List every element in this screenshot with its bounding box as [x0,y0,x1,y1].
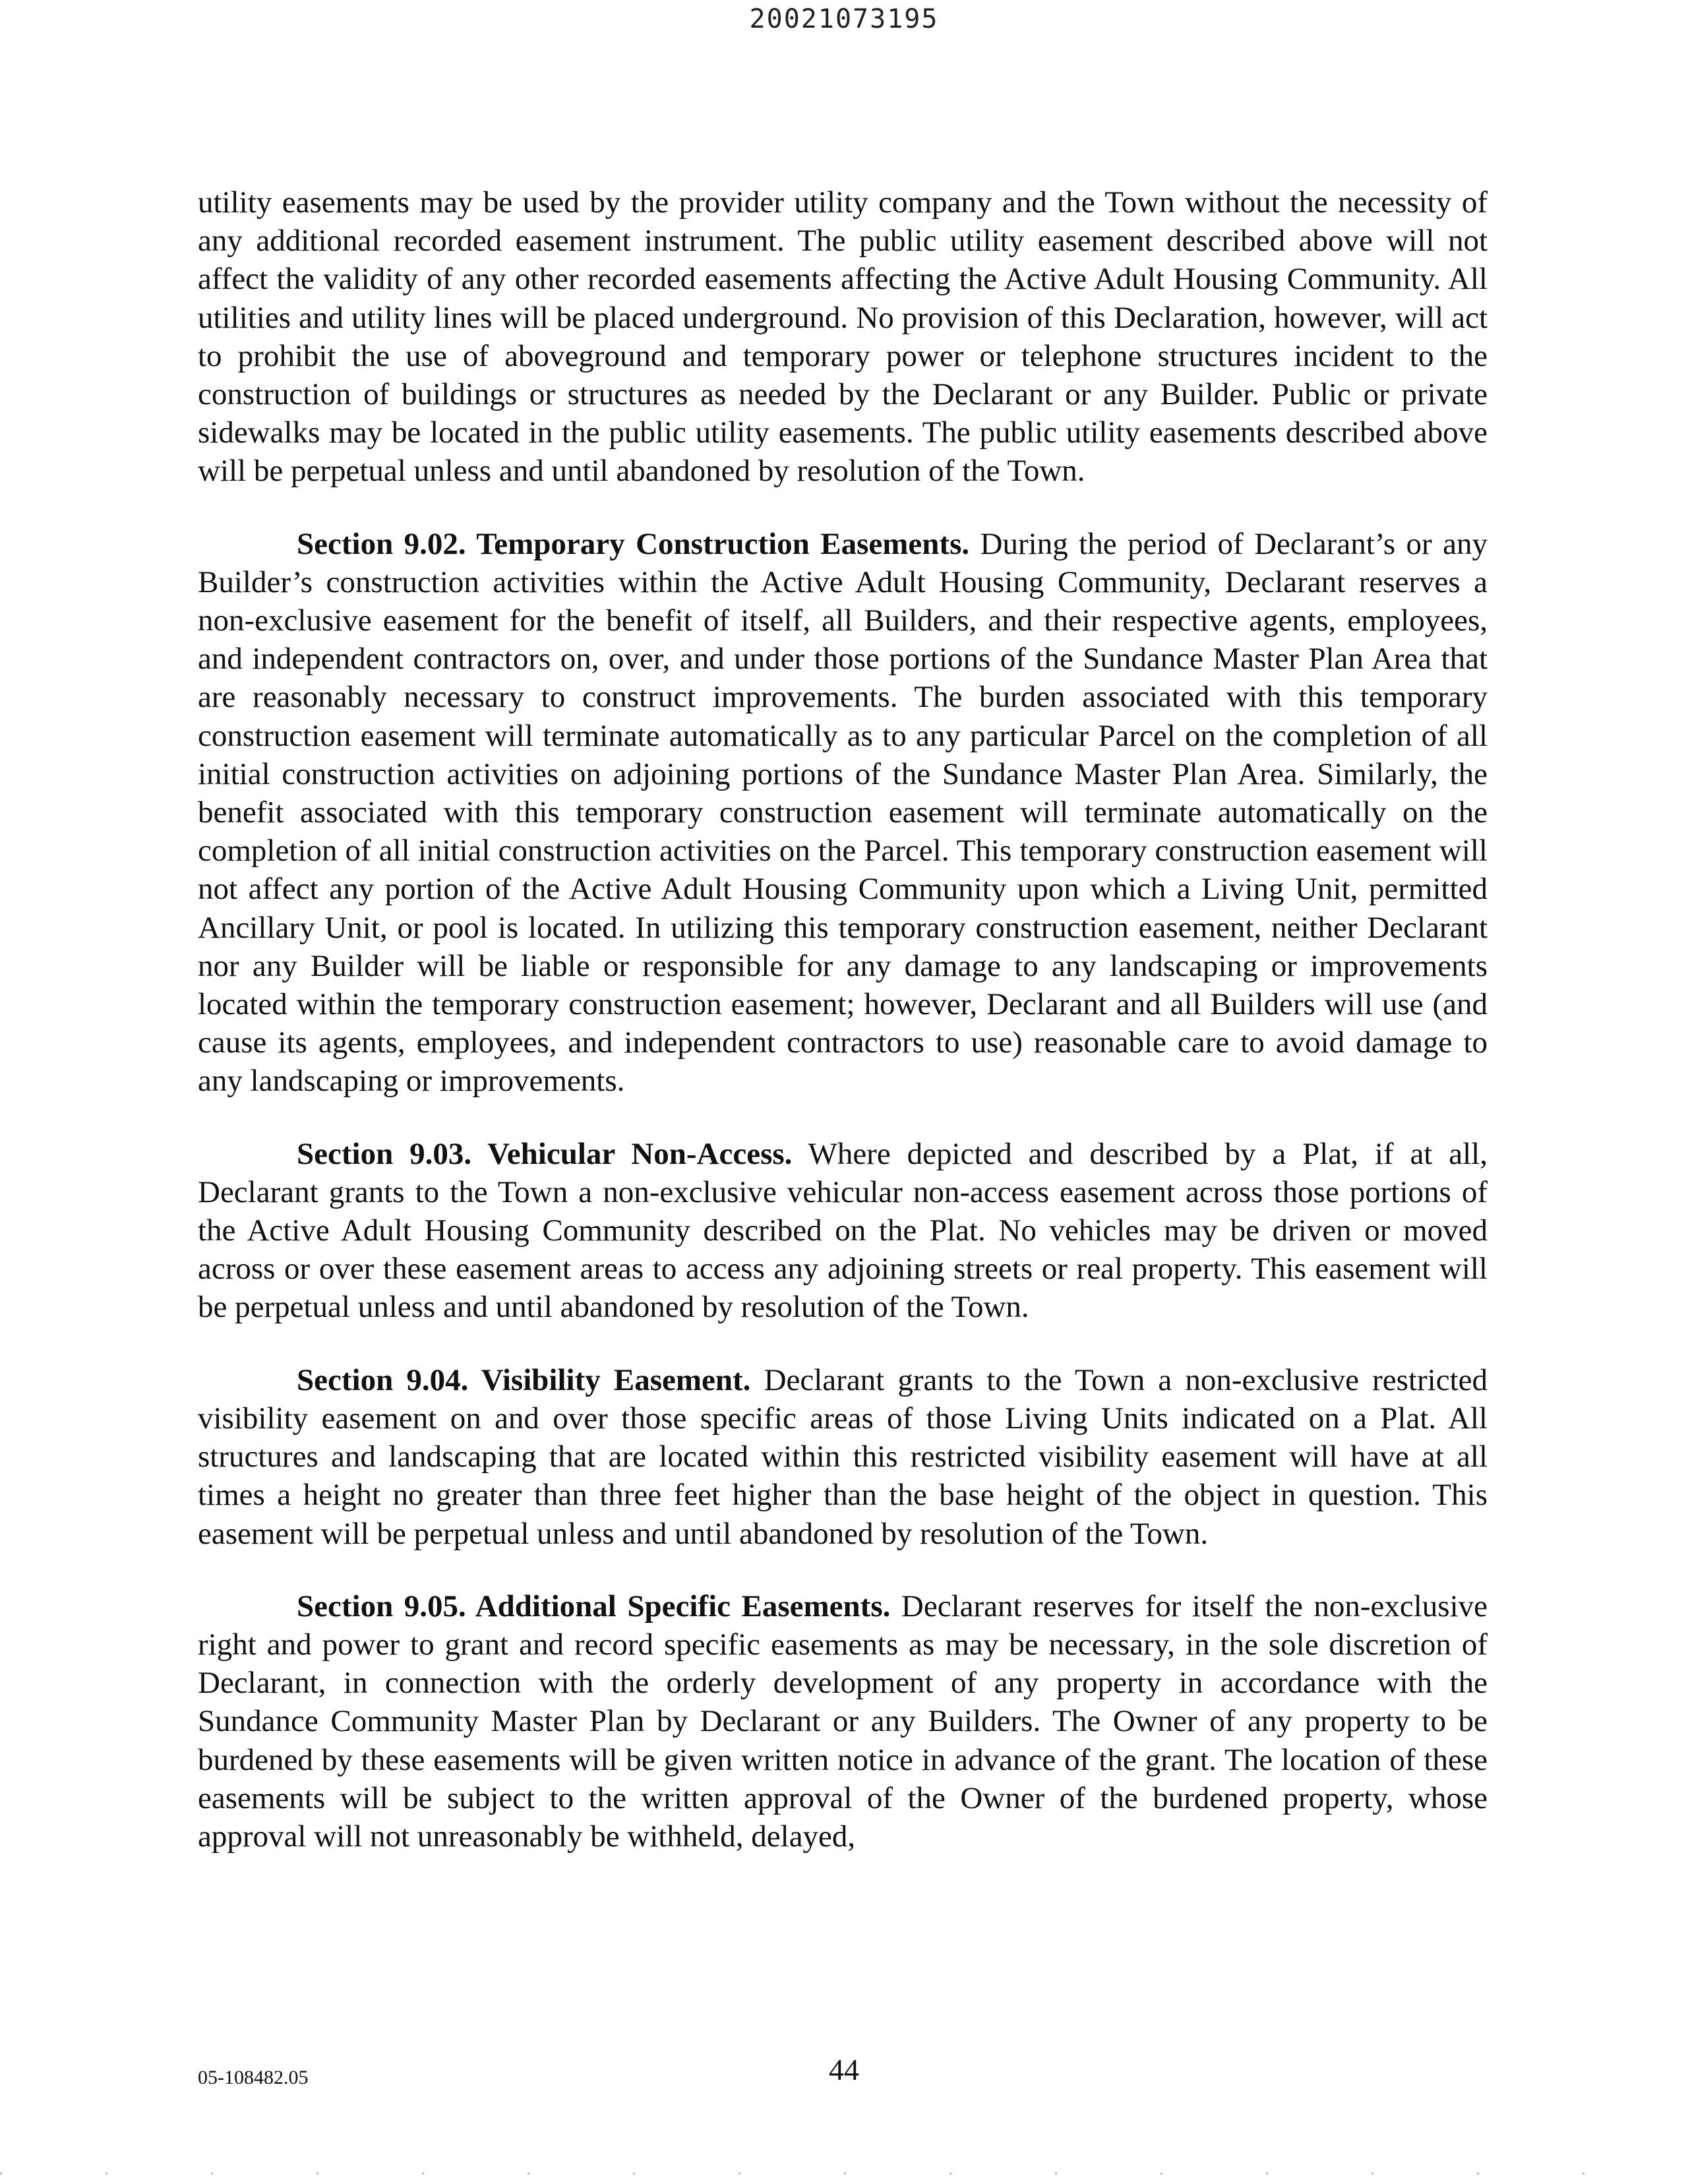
section-9-03-heading: Section 9.03. Vehicular Non-Access. [297,1136,793,1171]
section-9-05-heading: Section 9.05. Additional Specific Easements. [297,1589,891,1623]
document-number: 20021073195 [749,4,939,34]
section-9-03-text: Where depicted and described by a Plat, if at all, Declarant grants to the Town a non-exclusive vehicular non-access easement across those portions of the Active Adult Housing Community described on the Plat. No vehicles may be driven or moved across or over these easement areas to access any adjoining streets or real property. This easement will be perpetual unless and until abandoned by resolution of the Town. [198,1136,1488,1325]
scan-artifact-line [0,2172,1688,2175]
section-9-03 [198,1135,1488,1327]
section-9-05-text: Declarant reserves for itself the non-exclusive right and power to grant and record specific easements as may be necessary, in the sole discretion of Declarant, in connection with the orderly development of any property in accordance with the Sundance Community Master Plan by Declarant or any Builders. The Owner of any property to be burdened by these easements will be given written notice in advance of the grant. The location of these easements will be subject to the written approval of the Owner of the burdened property, whose approval will not unreasonably be withheld, delayed, [198,1589,1488,1854]
page-number: 44 [829,2053,859,2086]
section-9-02-text: During the period of Declarant’s or any Builder’s construction activities within the Active Adult Housing Community, Declarant reserves a non-exclusive easement for the benefit of itself, all Builders, and their respective agents, employees, and independent contractors on, over, and under those portions of the Sundance Master Plan Area that are reasonably necessary to construct improvements. The burden associated with this temporary construction easement will terminate automatically as to any particular Parcel on the completion of all initial construction activities on adjoining portions of the Sundance Master Plan Area. Similarly, the benefit associated with this temporary construction easement will terminate automatically on the completion of all initial construction activities on the Parcel. This temporary construction easement will not affect any portion of the Active Adult Housing Community upon which a Living Unit, permitted Ancillary Unit, or pool is located. In utilizing this temporary construction easement, neither Declarant nor any Builder will be liable or responsible for any damage to any landscaping or improvements located within the temporary construction easement; however, Declarant and all Builders will use (and cause its agents, employees, and independent contractors to use) reasonable care to avoid damage to any landscaping or improvements. [198,526,1488,1099]
section-9-05 [198,1587,1488,1856]
section-9-04 [198,1361,1488,1553]
section-9-04-text: Declarant grants to the Town a non-exclusive restricted visibility easement on and over those specific areas of those Living Units indicated on a Plat. All structures and landscaping that are located within this restricted visibility easement will have at all times a height no greater than three feet higher than the base height of the object in question. This easement will be perpetual unless and until abandoned by resolution of the Town. [198,1362,1488,1551]
section-9-04-heading: Section 9.04. Visibility Easement. [297,1362,751,1397]
section-9-02 [198,525,1488,1101]
footer-document-code: 05-108482.05 [198,2067,309,2088]
paragraph-utility-easements: utility easements may be used by the provider utility company and the Town without the necessity of any additional recorded easement instrument. The public utility easement described above will not affect the validity of any other recorded easements affecting the Active Adult Housing Community. All utilities and utility lines will be placed underground. No provision of this Declaration, however, will act to prohibit the use of aboveground and temporary power or telephone structures incident to the construction of buildings or structures as needed by the Declarant or any Builder. Public or private sidewalks may be located in the public utility easements. The public utility easements described above will be perpetual unless and until abandoned by resolution of the Town. [198,185,1488,489]
section-9-02-heading: Section 9.02. Temporary Construction Easements. [297,526,970,561]
document-body [198,183,1488,1890]
